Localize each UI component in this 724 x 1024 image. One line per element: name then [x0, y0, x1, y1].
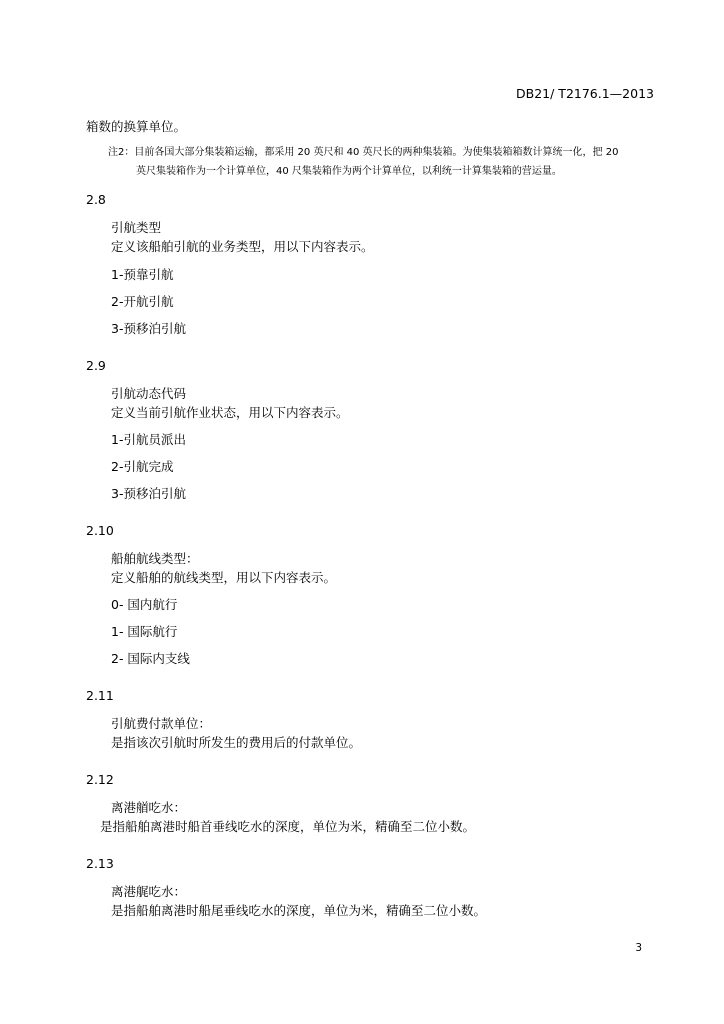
list-item: 1-预靠引航 — [111, 267, 174, 282]
intro-continuation: 箱数的换算单位。 — [86, 119, 187, 134]
list-item: 2- 国际内支线 — [111, 651, 190, 666]
document-code: DB21/ T2176.1—2013 — [516, 86, 654, 101]
list-item: 2-开航引航 — [111, 294, 174, 309]
section-number: 2.12 — [86, 772, 114, 787]
section-term: 引航类型 — [111, 220, 162, 235]
section-definition: 定义该船舶引航的业务类型，用以下内容表示。 — [111, 239, 374, 254]
section-term: 离港艉吃水： — [111, 884, 187, 899]
note-line-1: 注2：目前各国大部分集装箱运输，都采用 20 英尺和 40 英尺长的两种集装箱。为使集装箱箱数计算统一化，把 20 — [108, 147, 619, 158]
list-item: 2-引航完成 — [111, 459, 174, 474]
section-number: 2.8 — [86, 192, 106, 207]
section-number: 2.10 — [86, 523, 114, 538]
list-item: 1-引航员派出 — [111, 432, 186, 447]
section-term: 离港艏吃水： — [111, 800, 187, 815]
section-term: 引航费付款单位： — [111, 716, 212, 731]
section-definition: 是指该次引航时所发生的费用后的付款单位。 — [111, 735, 362, 750]
section-definition: 是指船舶离港时船首垂线吃水的深度，单位为米，精确至二位小数。 — [100, 819, 476, 834]
list-item: 1- 国际航行 — [111, 624, 178, 639]
section-definition: 定义船舶的航线类型，用以下内容表示。 — [111, 570, 337, 585]
section-number: 2.11 — [86, 688, 114, 703]
section-number: 2.13 — [86, 856, 114, 871]
page-number: 3 — [635, 942, 642, 954]
section-definition: 是指船舶离港时船尾垂线吃水的深度，单位为米，精确至二位小数。 — [111, 903, 487, 918]
list-item: 3-预移泊引航 — [111, 321, 186, 336]
list-item: 0- 国内航行 — [111, 597, 178, 612]
section-number: 2.9 — [86, 358, 106, 373]
section-term: 船舶航线类型： — [111, 551, 199, 566]
section-definition: 定义当前引航作业状态，用以下内容表示。 — [111, 405, 349, 420]
note-line-2: 英尺集装箱作为一个计算单位，40 尺集装箱作为两个计算单位，以利统一计算集装箱的营运量。 — [136, 166, 562, 177]
section-term: 引航动态代码 — [111, 386, 187, 401]
list-item: 3-预移泊引航 — [111, 486, 186, 501]
